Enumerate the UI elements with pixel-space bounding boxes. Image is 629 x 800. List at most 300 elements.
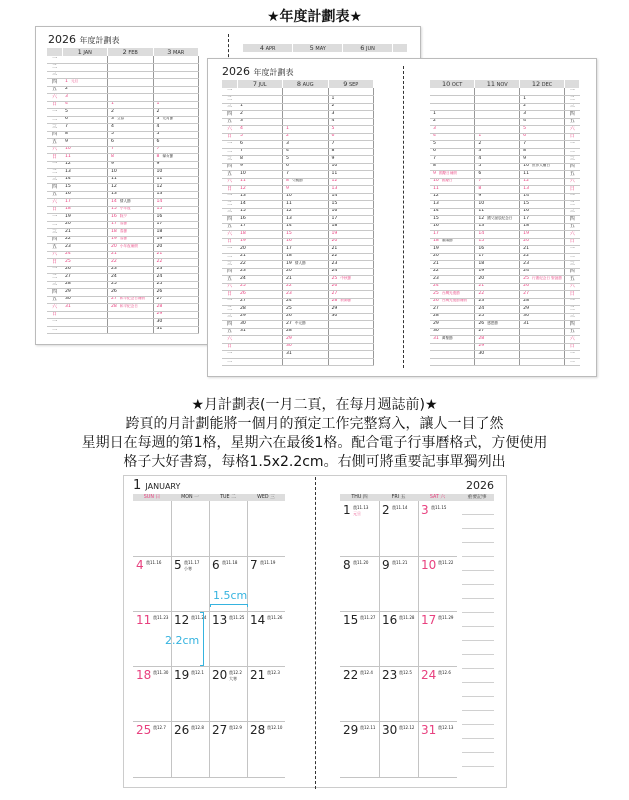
lunar-date: 農11.28 — [399, 615, 415, 620]
day-number: 15 — [331, 200, 338, 206]
calendar-day-cell[interactable] — [418, 501, 457, 556]
month-header — [328, 80, 374, 88]
month-number: 1 — [77, 47, 82, 56]
weekday-label: 六 — [47, 94, 62, 102]
table-row — [47, 139, 199, 147]
table-row — [222, 238, 374, 246]
day-header-bar-left — [133, 494, 285, 501]
day-number: 1 — [111, 101, 114, 107]
day-number: 27 — [111, 296, 117, 302]
lunar-date: 農11.17 — [184, 560, 200, 565]
weekday-label: 日 — [565, 343, 580, 351]
calendar-day-cell[interactable] — [340, 556, 379, 611]
day-cell — [237, 156, 283, 164]
table-row — [222, 306, 374, 314]
weekday-label: 五 — [222, 223, 237, 231]
weekday-label: 六 — [565, 126, 580, 134]
day-number: 27 — [240, 298, 246, 304]
calendar-day-cell[interactable] — [209, 666, 247, 721]
calendar-day-cell[interactable] — [247, 721, 285, 776]
day-cell — [520, 253, 565, 261]
weekday-label: 六 — [565, 283, 580, 291]
day-number: 16 — [382, 613, 398, 627]
day-cell — [475, 148, 520, 156]
calendar-day-cell[interactable] — [209, 501, 247, 556]
day-header-mon: MON 一 — [181, 495, 199, 500]
weekday-label: 二 — [565, 358, 580, 366]
day-cell — [62, 229, 108, 237]
day-number: 16 — [156, 213, 163, 219]
day-note: 行憲紀念日 聖誕節 — [532, 275, 562, 280]
calendar-day-cell[interactable] — [209, 721, 247, 776]
day-number: 28 — [286, 328, 292, 334]
table-row — [222, 283, 374, 291]
month-number: 4 — [259, 43, 264, 52]
day-number: 22 — [331, 253, 338, 259]
cell-height-marker — [200, 612, 204, 666]
weekday-label: 二 — [565, 253, 580, 261]
day-number: 27 — [156, 296, 163, 302]
day-note: 重陽節 — [441, 238, 453, 243]
month-abbr: JUL — [258, 81, 267, 88]
weekday-label: 日 — [47, 259, 62, 267]
day-number: 20 — [65, 221, 71, 227]
day-cell — [328, 253, 374, 261]
day-cell — [283, 133, 329, 141]
day-cell — [153, 109, 199, 117]
day-number: 19 — [478, 268, 485, 274]
table-row — [430, 238, 580, 246]
weekday-header — [393, 44, 408, 52]
weekday-header — [47, 48, 62, 56]
day-cell — [520, 171, 565, 179]
day-number: 19 — [174, 668, 190, 682]
calendar-day-cell[interactable] — [133, 666, 171, 721]
weekday-label: 一 — [222, 88, 237, 96]
month-header — [62, 48, 108, 56]
table-row — [222, 268, 374, 276]
table-row — [222, 96, 374, 104]
calendar-day-cell[interactable] — [379, 666, 418, 721]
page-spine — [315, 477, 316, 789]
day-cell — [328, 223, 374, 231]
day-cell — [108, 191, 154, 199]
day-header-tue: TUE 二 — [220, 495, 236, 500]
day-cell — [520, 156, 565, 164]
day-number: 17 — [433, 230, 439, 236]
calendar-day-cell[interactable] — [340, 666, 379, 721]
day-header-sat: SAT 六 — [429, 495, 446, 500]
lunar-date: 農11.22 — [438, 560, 454, 565]
day-cell — [108, 221, 154, 229]
table-row — [222, 186, 374, 194]
weekday-label: 三 — [565, 103, 580, 111]
day-number: 6 — [523, 133, 527, 139]
day-number: 22 — [156, 258, 163, 264]
day-cell — [153, 221, 199, 229]
day-cell — [283, 193, 329, 201]
day-cell — [328, 313, 374, 321]
day-cell — [430, 358, 475, 366]
table-row — [222, 358, 374, 366]
day-cell — [108, 244, 154, 252]
table-row — [430, 328, 580, 336]
day-cell — [153, 251, 199, 259]
calendar-day-cell[interactable] — [418, 556, 457, 611]
lunar-date: 農11.18 — [222, 560, 238, 565]
calendar-day-cell[interactable] — [379, 721, 418, 776]
day-cell — [430, 246, 475, 254]
day-number: 28 — [65, 281, 71, 287]
day-number: 23 — [156, 266, 163, 272]
day-number: 15 — [156, 206, 163, 212]
day-cell — [328, 276, 374, 284]
table-row — [222, 351, 374, 359]
day-cell — [153, 139, 199, 147]
day-cell — [237, 141, 283, 149]
day-cell — [520, 246, 565, 254]
day-number: 27 — [286, 320, 292, 326]
day-number: 3 — [240, 118, 243, 124]
calendar-day-cell[interactable] — [133, 721, 171, 776]
day-number: 6 — [478, 170, 482, 176]
day-cell — [475, 261, 520, 269]
day-cell — [520, 336, 565, 344]
title-suffix: 年度計劃表 — [79, 36, 120, 45]
day-number: 4 — [240, 125, 243, 131]
calendar-day-cell[interactable] — [340, 501, 379, 556]
day-cell — [430, 88, 475, 96]
day-cell — [520, 103, 565, 111]
calendar-day-cell[interactable] — [379, 501, 418, 556]
day-number: 7 — [523, 140, 527, 146]
day-cell — [283, 351, 329, 359]
day-cell — [237, 358, 283, 366]
day-number: 21 — [240, 253, 246, 259]
weekday-label: 三 — [222, 103, 237, 111]
lunar-date: 農11.27 — [360, 615, 376, 620]
month-header — [283, 80, 329, 88]
day-number: 27 — [65, 273, 71, 279]
day-number: 19 — [331, 230, 338, 236]
day-cell — [153, 124, 199, 132]
day-cell — [328, 351, 374, 359]
day-cell — [520, 118, 565, 126]
lunar-date: 農12.7 — [153, 725, 166, 730]
day-number: 30 — [286, 343, 292, 349]
day-cell — [153, 199, 199, 207]
table-row — [47, 109, 199, 117]
weekday-label: 六 — [47, 251, 62, 259]
day-cell — [328, 343, 374, 351]
day-cell — [475, 343, 520, 351]
day-number: 19 — [111, 236, 117, 242]
day-number: 18 — [478, 260, 485, 266]
weekday-label: 一 — [47, 109, 62, 117]
day-cell — [237, 96, 283, 104]
day-cell — [108, 199, 154, 207]
day-cell — [108, 64, 154, 72]
day-cell — [108, 176, 154, 184]
day-cell — [475, 201, 520, 209]
day-cell — [430, 351, 475, 359]
calendar-day-cell[interactable] — [418, 721, 457, 776]
day-cell — [328, 178, 374, 186]
day-number: 29 — [433, 320, 439, 326]
table-row — [222, 141, 374, 149]
weekday-label: 六 — [47, 304, 62, 312]
calendar-day-cell[interactable] — [418, 611, 457, 666]
calendar-day-cell[interactable] — [171, 721, 209, 776]
day-cell — [430, 208, 475, 216]
day-number: 17 — [421, 613, 437, 627]
weekday-label: 五 — [47, 296, 62, 304]
day-number: 3 — [331, 110, 335, 116]
day-number: 2 — [240, 110, 243, 116]
day-cell — [283, 141, 329, 149]
day-cell — [153, 229, 199, 237]
calendar-day-cell[interactable] — [209, 556, 247, 611]
day-number: 26 — [523, 283, 530, 289]
day-number: 12 — [286, 208, 292, 214]
calendar-day-cell[interactable] — [133, 556, 171, 611]
day-cell — [62, 176, 108, 184]
day-cell — [108, 124, 154, 132]
weekday-label: 五 — [222, 171, 237, 179]
day-cell — [237, 118, 283, 126]
calendar-day-cell[interactable] — [171, 556, 209, 611]
weekday-label: 日 — [47, 311, 62, 319]
calendar-day-cell[interactable] — [247, 556, 285, 611]
weekday-label: 二 — [565, 201, 580, 209]
day-number: 21 — [250, 668, 266, 682]
day-number: 5 — [286, 155, 289, 161]
day-number: 5 — [331, 125, 335, 131]
weekday-label: 日 — [565, 133, 580, 141]
calendar-day-cell[interactable] — [209, 611, 247, 666]
day-number: 24 — [421, 668, 437, 682]
notes-line — [462, 556, 494, 557]
day-cell — [430, 163, 475, 171]
day-number: 15 — [111, 206, 117, 212]
day-number: 18 — [286, 253, 292, 259]
notes-line — [462, 528, 494, 529]
weekday-label: 六 — [222, 126, 237, 134]
day-number: 8 — [331, 148, 335, 154]
table-row — [47, 86, 199, 94]
day-number: 24 — [65, 251, 71, 257]
day-cell — [430, 321, 475, 329]
table-row — [47, 244, 199, 252]
notes-line — [462, 696, 494, 697]
table-row — [47, 319, 199, 327]
day-number: 15 — [286, 230, 292, 236]
day-cell — [328, 118, 374, 126]
table-row — [222, 276, 374, 284]
day-cell — [153, 214, 199, 222]
title-suffix: 年度計劃表 — [253, 68, 294, 77]
table-row — [430, 276, 580, 284]
day-cell — [430, 156, 475, 164]
day-cell — [430, 276, 475, 284]
day-number: 11 — [240, 178, 246, 184]
day-number: 25 — [433, 290, 439, 296]
table-row — [47, 296, 199, 304]
day-number: 9 — [331, 155, 335, 161]
day-header-sun: SUN 日 — [143, 495, 161, 500]
table-row — [430, 171, 580, 179]
notes-line — [462, 640, 494, 641]
day-number: 29 — [331, 305, 338, 311]
lunar-date: 農11.25 — [229, 615, 245, 620]
day-cell — [475, 313, 520, 321]
day-number: 15 — [343, 613, 359, 627]
weekday-label: 二 — [565, 96, 580, 104]
table-row — [222, 298, 374, 306]
day-cell — [430, 148, 475, 156]
day-cell — [520, 223, 565, 231]
table-row — [47, 259, 199, 267]
table-row — [222, 126, 374, 134]
calendar-day-cell[interactable] — [133, 501, 171, 556]
weekday-label: 二 — [47, 116, 62, 124]
notes-line — [462, 626, 494, 627]
calendar-day-cell[interactable] — [247, 611, 285, 666]
weekday-label: 六 — [47, 199, 62, 207]
calendar-day-cell[interactable] — [247, 501, 285, 556]
day-cell — [108, 206, 154, 214]
day-number: 13 — [433, 200, 439, 206]
day-cell — [153, 154, 199, 162]
calendar-day-cell[interactable] — [171, 501, 209, 556]
day-cell — [520, 298, 565, 306]
calendar-day-cell[interactable] — [247, 666, 285, 721]
table-row — [430, 321, 580, 329]
table-row — [430, 111, 580, 119]
day-number: 7 — [286, 170, 289, 176]
day-cell — [283, 298, 329, 306]
day-number: 15 — [478, 238, 485, 244]
day-number: 25 — [65, 258, 71, 264]
day-number: 20 — [331, 238, 338, 244]
day-number: 27 — [523, 290, 530, 296]
table-row — [430, 343, 580, 351]
month-name: JANUARY — [145, 482, 181, 491]
day-cell — [475, 358, 520, 366]
day-note: 小年夜補假 — [119, 243, 138, 248]
day-number: 9 — [111, 161, 114, 167]
table-row — [47, 206, 199, 214]
day-cell — [520, 313, 565, 321]
day-number: 8 — [65, 131, 68, 137]
table-row — [222, 246, 374, 254]
calendar-day-cell[interactable] — [379, 556, 418, 611]
weekday-label: 五 — [222, 118, 237, 126]
weekday-label: 一 — [565, 246, 580, 254]
day-cell — [283, 328, 329, 336]
yearly-table-jan-mar — [47, 48, 199, 334]
day-cell — [153, 259, 199, 267]
calendar-day-cell[interactable] — [171, 666, 209, 721]
day-number: 30 — [240, 320, 246, 326]
weekday-label: 五 — [565, 276, 580, 284]
day-cell — [283, 103, 329, 111]
day-number: 25 — [111, 281, 117, 287]
calendar-day-cell[interactable] — [340, 721, 379, 776]
day-note: 國慶日 — [441, 178, 453, 183]
table-row — [430, 216, 580, 224]
month-header — [153, 48, 199, 56]
day-cell — [430, 178, 475, 186]
day-cell — [283, 178, 329, 186]
weekday-label: 三 — [565, 208, 580, 216]
day-number: 13 — [478, 223, 485, 229]
day-cell — [475, 118, 520, 126]
calendar-day-cell[interactable] — [418, 666, 457, 721]
day-cell — [62, 206, 108, 214]
day-number: 14 — [111, 198, 117, 204]
day-cell — [520, 126, 565, 134]
day-cell — [62, 214, 108, 222]
day-cell — [430, 343, 475, 351]
lunar-date: 農12.2 — [229, 670, 242, 675]
day-number: 25 — [136, 723, 152, 737]
weekday-label: 三 — [565, 261, 580, 269]
lunar-date: 農12.3 — [267, 670, 280, 675]
day-number: 22 — [343, 668, 359, 682]
day-number: 13 — [286, 215, 292, 221]
month-abbr: JAN — [83, 49, 92, 56]
day-number: 25 — [331, 275, 338, 281]
day-number: 12 — [523, 178, 530, 184]
day-number: 14 — [433, 208, 439, 214]
day-cell — [237, 276, 283, 284]
day-cell — [328, 268, 374, 276]
day-note: 婦女節 — [162, 153, 174, 158]
day-cell — [153, 86, 199, 94]
calendar-day-cell[interactable] — [340, 611, 379, 666]
table-row — [430, 313, 580, 321]
day-number: 1 — [156, 101, 160, 107]
day-number: 28 — [250, 723, 266, 737]
day-number: 22 — [523, 253, 530, 259]
table-row — [47, 56, 199, 64]
calendar-day-cell[interactable] — [379, 611, 418, 666]
day-cell — [430, 193, 475, 201]
day-cell — [62, 319, 108, 327]
day-cell — [237, 246, 283, 254]
day-cell — [520, 261, 565, 269]
table-row — [47, 289, 199, 297]
day-cell — [237, 343, 283, 351]
day-note: 國父誕辰紀念日 — [487, 215, 513, 220]
day-cell — [328, 261, 374, 269]
day-cell — [520, 231, 565, 239]
table-row — [222, 321, 374, 329]
weekday-label: 二 — [222, 306, 237, 314]
month-abbr: OCT — [451, 81, 463, 88]
day-cell — [520, 88, 565, 96]
day-number: 29 — [286, 335, 292, 341]
day-number: 6 — [433, 148, 436, 154]
weekday-label: 二 — [222, 148, 237, 156]
day-cell — [62, 94, 108, 102]
day-cell — [108, 161, 154, 169]
day-number: 2 — [433, 118, 436, 124]
day-number: 8 — [240, 155, 243, 161]
day-cell — [62, 146, 108, 154]
day-number: 6 — [65, 116, 68, 122]
